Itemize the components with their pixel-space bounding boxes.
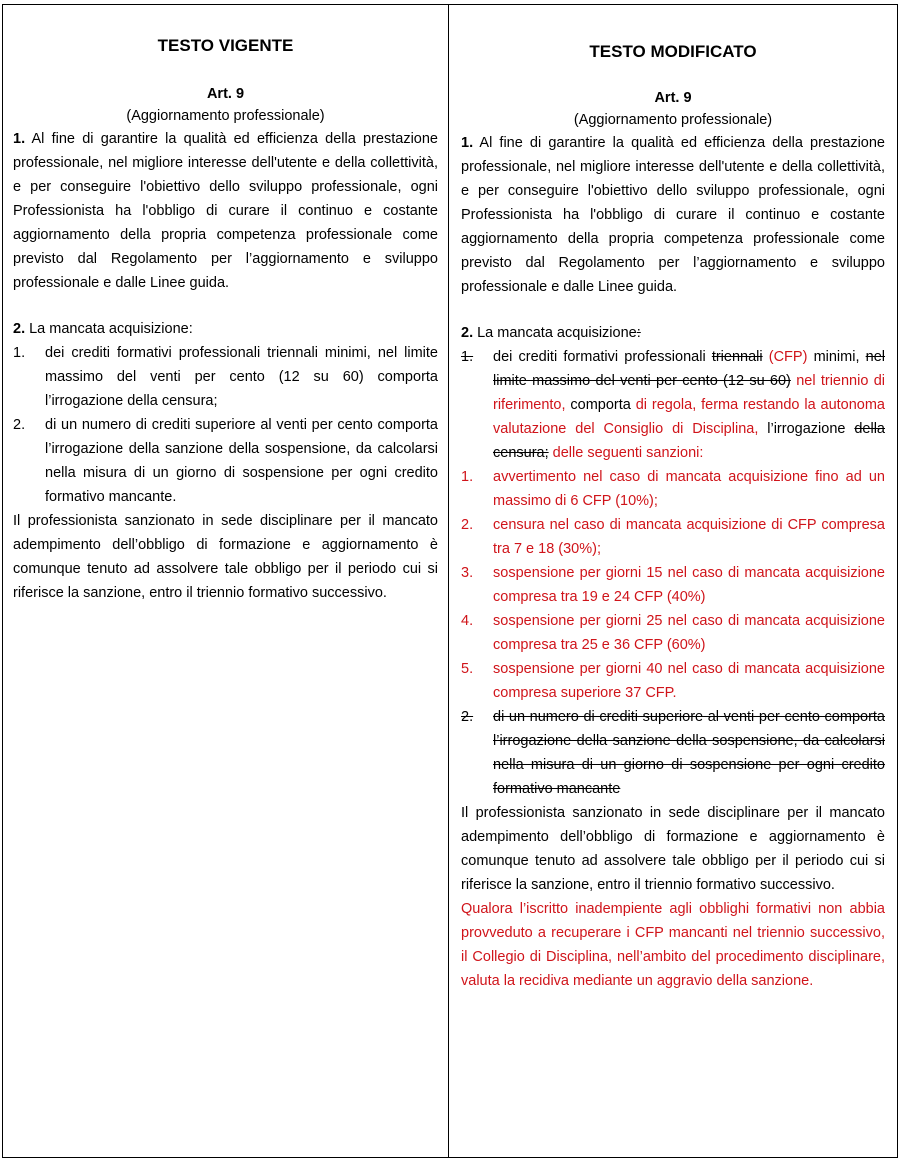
inserted-text: nel triennio di riferimento, (493, 373, 885, 413)
paragraph-number: 2. (461, 325, 474, 341)
list-item-amended: 1. dei crediti formativi professionali triennali (CFP) minimi, nel limite massimo del venti per cento (12 su 60) nel triennio di riferimento, comporta di regola, ferma restando la autonoma valutazione del Consiglio di Disciplina, l’irrogazione della censura; delle seguenti sanzioni: (461, 345, 885, 465)
paragraph-2 (13, 317, 438, 341)
article-subtitle: (Aggiornamento professionale) (573, 112, 773, 128)
list-item: 5. sospensione per giorni 40 nel caso di mancata acquisizione compresa superiore 37 CFP. (461, 661, 885, 701)
paragraph-number: 2. (13, 321, 26, 337)
paragraph-1 (461, 131, 885, 299)
column-heading: TESTO MODIFICATO (589, 42, 757, 61)
inserted-text: (CFP) (762, 349, 808, 365)
paragraph-2 (461, 321, 885, 345)
closing-paragraph: Il professionista sanzionato in sede disciplinare per il mancato adempimento dell’obbligo di formazione e aggiornamento è comunque tenuto ad assolvere tale obbligo per il periodo cui si riferisce la sanzione, entro il triennio formativo successivo. (13, 513, 438, 601)
deleted-text: triennali (711, 349, 763, 365)
column-testo-vigente (3, 5, 449, 1157)
column-heading: TESTO VIGENTE (157, 36, 294, 55)
list-item: 3. sospensione per giorni 15 nel caso di mancata acquisizione compresa tra 19 e 24 CFP (40%) (461, 565, 885, 605)
article-title: Art. 9 (206, 86, 245, 102)
inserted-paragraph: Qualora l’iscritto inadempiente agli obblighi formativi non abbia provveduto a recuperare i CFP mancanti nel triennio successivo, il Collegio di Disciplina, nell’ambito del procedimento disciplinare, valuta la recidiva mediante un aggravio della sanzione. (461, 901, 885, 989)
article-subtitle: (Aggiornamento professionale) (126, 108, 325, 124)
paragraph-number: 1. (461, 135, 474, 151)
paragraph-1 (13, 127, 438, 295)
column-testo-modificato (449, 5, 897, 1157)
deleted-number: 1. (461, 349, 474, 365)
list (13, 341, 438, 509)
deleted-text: : (636, 325, 641, 341)
list-item-deleted: 2. di un numero di crediti superiore al venti per cento comporta l’irrogazione della sanzione della sospensione, da calcolarsi nella misura di un giorno di sospensione per ogni credito formativo mancante (461, 709, 885, 797)
article-title: Art. 9 (654, 90, 692, 106)
list-item: 2. censura nel caso di mancata acquisizione di CFP compresa tra 7 e 18 (30%); (461, 517, 885, 557)
inserted-text: delle seguenti sanzioni: (548, 445, 704, 461)
inserted-text: di regola, ferma restando la autonoma valutazione del Consiglio di Disciplina, (493, 397, 885, 437)
list-item: 1. avvertimento nel caso di mancata acquisizione fino ad un massimo di 6 CFP (10%); (461, 469, 885, 509)
closing-paragraph: Il professionista sanzionato in sede disciplinare per il mancato adempimento dell’obbligo di formazione e aggiornamento è comunque tenuto ad assolvere tale obbligo per il periodo cui si riferisce la sanzione, entro il triennio formativo successivo. (461, 805, 885, 893)
deleted-text: nel limite massimo del venti per cento (12 su 60) (493, 349, 885, 389)
list-item: 4. sospensione per giorni 25 nel caso di mancata acquisizione compresa tra 25 e 36 CFP (60%) (461, 613, 885, 653)
paragraph-text: Al fine di garantire la qualità ed efficienza della prestazione professionale, nel migliore interesse dell'utente e della collettività, e per conseguire l'obiettivo dello sviluppo professionale, ogni Professionista ha l'obbligo di curare il continuo e costante aggiornamento della propria competenza professionale come previsto dal Regolamento per l’aggiornamento e sviluppo professionale e dalle Linee guida. (461, 135, 885, 295)
paragraph-text: La mancata acquisizione (473, 325, 637, 341)
list-item: 2. di un numero di crediti superiore al venti per cento comporta l’irrogazione della sanzione della sospensione, da calcolarsi nella misura di un giorno di sospensione per ogni credito formativo mancante. (13, 417, 438, 505)
paragraph-text: La mancata acquisizione: (25, 321, 193, 337)
paragraph-text: Al fine di garantire la qualità ed efficienza della prestazione professionale, nel migliore interesse dell'utente e della collettività, e per conseguire l'obiettivo dello sviluppo professionale, ogni Professionista ha l'obbligo di curare il continuo e costante aggiornamento della propria competenza professionale come previsto dal Regolamento per l’aggiornamento e sviluppo professionale e dalle Linee guida. (13, 131, 438, 291)
sanctions-list (461, 465, 885, 705)
deleted-text: della censura; (493, 421, 885, 461)
comparison-table (2, 4, 898, 1158)
list-item: 1. dei crediti formativi professionali triennali minimi, nel limite massimo del venti per cento (12 su 60) comporta l’irrogazione della censura; (13, 345, 438, 409)
paragraph-number: 1. (13, 131, 26, 147)
